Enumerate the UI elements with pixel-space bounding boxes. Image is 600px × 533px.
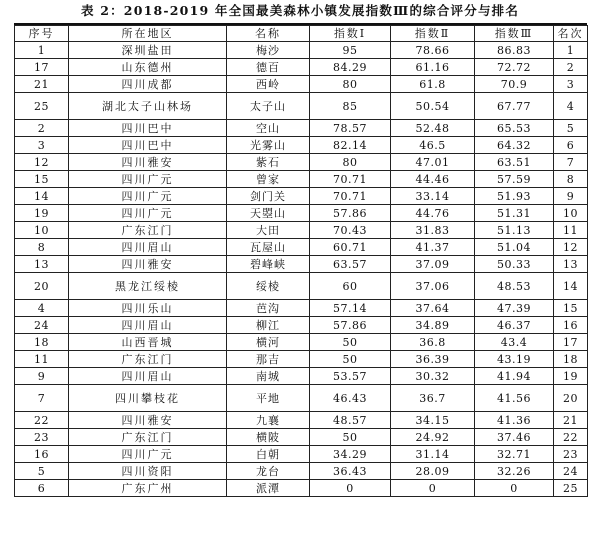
cell-rank: 7 [554, 154, 588, 171]
cell-index-1: 57.86 [310, 205, 391, 222]
cell-index-2: 33.14 [391, 188, 475, 205]
cell-name: 大田 [227, 222, 310, 239]
cell-index-3: 43.19 [475, 351, 554, 368]
cell-rank: 18 [554, 351, 588, 368]
cell-seq: 21 [15, 76, 69, 93]
cell-region: 黑龙江绥棱 [69, 273, 227, 300]
cell-name: 派潭 [227, 480, 310, 497]
cell-name: 剑门关 [227, 188, 310, 205]
cell-name: 平地 [227, 385, 310, 412]
cell-region: 广东广州 [69, 480, 227, 497]
cell-region: 四川巴中 [69, 120, 227, 137]
cell-index-1: 80 [310, 76, 391, 93]
cell-rank: 13 [554, 256, 588, 273]
cell-seq: 17 [15, 59, 69, 76]
cell-index-3: 67.77 [475, 93, 554, 120]
cell-name: 芭沟 [227, 300, 310, 317]
table-row [15, 334, 588, 351]
cell-region: 湖北太子山林场 [69, 93, 227, 120]
table-row [15, 463, 588, 480]
cell-seq: 13 [15, 256, 69, 273]
cell-index-1: 50 [310, 334, 391, 351]
header-region: 所在地区 [69, 26, 227, 42]
table-caption: 表 2：2018-2019 年全国最美森林小镇发展指数Ⅲ的综合评分与排名 [80, 3, 520, 18]
cell-index-1: 0 [310, 480, 391, 497]
cell-region: 四川雅安 [69, 412, 227, 429]
header-rank: 名次 [554, 26, 588, 42]
cell-region: 四川巴中 [69, 137, 227, 154]
cell-index-1: 70.71 [310, 188, 391, 205]
cell-name: 九襄 [227, 412, 310, 429]
cell-index-2: 61.16 [391, 59, 475, 76]
cell-index-2: 37.64 [391, 300, 475, 317]
cell-rank: 1 [554, 42, 588, 59]
cell-index-3: 37.46 [475, 429, 554, 446]
cell-region: 四川广元 [69, 446, 227, 463]
table-row [15, 154, 588, 171]
cell-rank: 2 [554, 59, 588, 76]
cell-index-3: 41.56 [475, 385, 554, 412]
cell-seq: 8 [15, 239, 69, 256]
cell-seq: 11 [15, 351, 69, 368]
cell-index-1: 57.14 [310, 300, 391, 317]
cell-name: 南城 [227, 368, 310, 385]
cell-index-2: 61.8 [391, 76, 475, 93]
cell-rank: 23 [554, 446, 588, 463]
cell-region: 山西晋城 [69, 334, 227, 351]
cell-rank: 9 [554, 188, 588, 205]
cell-name: 太子山 [227, 93, 310, 120]
cell-index-3: 50.33 [475, 256, 554, 273]
cell-name: 西岭 [227, 76, 310, 93]
cell-seq: 19 [15, 205, 69, 222]
cell-index-3: 47.39 [475, 300, 554, 317]
cell-index-2: 36.8 [391, 334, 475, 351]
cell-index-3: 51.93 [475, 188, 554, 205]
cell-index-3: 72.72 [475, 59, 554, 76]
cell-seq: 9 [15, 368, 69, 385]
table-row [15, 239, 588, 256]
cell-index-2: 44.46 [391, 171, 475, 188]
cell-rank: 12 [554, 239, 588, 256]
cell-name: 光雾山 [227, 137, 310, 154]
table-row [15, 222, 588, 239]
header-index-3: 指数Ⅲ [475, 26, 554, 42]
cell-index-1: 80 [310, 154, 391, 171]
cell-rank: 4 [554, 93, 588, 120]
cell-rank: 21 [554, 412, 588, 429]
cell-index-2: 37.06 [391, 273, 475, 300]
cell-seq: 5 [15, 463, 69, 480]
cell-index-2: 44.76 [391, 205, 475, 222]
cell-region: 四川眉山 [69, 368, 227, 385]
cell-rank: 8 [554, 171, 588, 188]
cell-index-2: 0 [391, 480, 475, 497]
cell-index-1: 53.57 [310, 368, 391, 385]
cell-index-1: 48.57 [310, 412, 391, 429]
cell-seq: 15 [15, 171, 69, 188]
table-row [15, 273, 588, 300]
table-row [15, 59, 588, 76]
cell-name: 德百 [227, 59, 310, 76]
cell-region: 四川雅安 [69, 154, 227, 171]
cell-seq: 20 [15, 273, 69, 300]
cell-name: 梅沙 [227, 42, 310, 59]
cell-index-2: 78.66 [391, 42, 475, 59]
table-row [15, 368, 588, 385]
cell-index-1: 60 [310, 273, 391, 300]
cell-rank: 3 [554, 76, 588, 93]
cell-seq: 22 [15, 412, 69, 429]
cell-index-3: 63.51 [475, 154, 554, 171]
cell-index-1: 60.71 [310, 239, 391, 256]
cell-index-2: 36.39 [391, 351, 475, 368]
cell-name: 绥棱 [227, 273, 310, 300]
cell-name: 天曌山 [227, 205, 310, 222]
cell-index-1: 82.14 [310, 137, 391, 154]
cell-seq: 18 [15, 334, 69, 351]
cell-region: 山东德州 [69, 59, 227, 76]
table-row [15, 205, 588, 222]
cell-seq: 7 [15, 385, 69, 412]
cell-seq: 12 [15, 154, 69, 171]
table-row [15, 188, 588, 205]
cell-index-3: 51.13 [475, 222, 554, 239]
cell-index-3: 46.37 [475, 317, 554, 334]
header-name: 名称 [227, 26, 310, 42]
cell-seq: 10 [15, 222, 69, 239]
cell-name: 横河 [227, 334, 310, 351]
table-row [15, 351, 588, 368]
cell-index-1: 70.43 [310, 222, 391, 239]
table-row [15, 137, 588, 154]
cell-name: 横陂 [227, 429, 310, 446]
cell-rank: 16 [554, 317, 588, 334]
cell-seq: 3 [15, 137, 69, 154]
table-row [15, 446, 588, 463]
cell-region: 四川成都 [69, 76, 227, 93]
cell-name: 那吉 [227, 351, 310, 368]
cell-region: 四川雅安 [69, 256, 227, 273]
table-row [15, 480, 588, 497]
cell-index-2: 41.37 [391, 239, 475, 256]
cell-rank: 10 [554, 205, 588, 222]
cell-seq: 23 [15, 429, 69, 446]
cell-name: 瓦屋山 [227, 239, 310, 256]
cell-region: 四川眉山 [69, 239, 227, 256]
cell-rank: 17 [554, 334, 588, 351]
cell-index-1: 50 [310, 351, 391, 368]
cell-index-3: 64.32 [475, 137, 554, 154]
cell-index-1: 95 [310, 42, 391, 59]
cell-rank: 5 [554, 120, 588, 137]
cell-index-3: 65.53 [475, 120, 554, 137]
cell-rank: 22 [554, 429, 588, 446]
cell-index-3: 70.9 [475, 76, 554, 93]
cell-index-1: 70.71 [310, 171, 391, 188]
cell-index-2: 36.7 [391, 385, 475, 412]
cell-name: 白朝 [227, 446, 310, 463]
table-row [15, 300, 588, 317]
cell-region: 深圳盐田 [69, 42, 227, 59]
table-row [15, 256, 588, 273]
cell-seq: 2 [15, 120, 69, 137]
cell-index-3: 86.83 [475, 42, 554, 59]
table-row [15, 429, 588, 446]
cell-seq: 6 [15, 480, 69, 497]
cell-index-3: 57.59 [475, 171, 554, 188]
cell-index-2: 24.92 [391, 429, 475, 446]
cell-seq: 4 [15, 300, 69, 317]
cell-rank: 15 [554, 300, 588, 317]
cell-index-2: 52.48 [391, 120, 475, 137]
table-row [15, 412, 588, 429]
cell-index-3: 32.26 [475, 463, 554, 480]
cell-index-2: 34.89 [391, 317, 475, 334]
cell-rank: 6 [554, 137, 588, 154]
cell-index-3: 43.4 [475, 334, 554, 351]
table-row [15, 171, 588, 188]
cell-region: 广东江门 [69, 429, 227, 446]
cell-index-3: 0 [475, 480, 554, 497]
cell-rank: 20 [554, 385, 588, 412]
cell-index-1: 36.43 [310, 463, 391, 480]
cell-index-3: 32.71 [475, 446, 554, 463]
cell-rank: 24 [554, 463, 588, 480]
cell-index-1: 84.29 [310, 59, 391, 76]
table-row [15, 93, 588, 120]
ranking-table [14, 25, 588, 497]
header-row [15, 26, 588, 42]
table-row [15, 120, 588, 137]
table-row [15, 385, 588, 412]
table-row [15, 42, 588, 59]
cell-region: 四川广元 [69, 171, 227, 188]
cell-index-3: 41.36 [475, 412, 554, 429]
cell-index-1: 34.29 [310, 446, 391, 463]
cell-region: 四川乐山 [69, 300, 227, 317]
cell-name: 柳江 [227, 317, 310, 334]
cell-index-2: 30.32 [391, 368, 475, 385]
cell-rank: 25 [554, 480, 588, 497]
cell-seq: 24 [15, 317, 69, 334]
cell-index-2: 31.83 [391, 222, 475, 239]
cell-region: 广东江门 [69, 222, 227, 239]
cell-index-1: 46.43 [310, 385, 391, 412]
cell-index-2: 37.09 [391, 256, 475, 273]
cell-region: 四川广元 [69, 188, 227, 205]
cell-index-1: 78.57 [310, 120, 391, 137]
cell-index-1: 85 [310, 93, 391, 120]
cell-index-2: 31.14 [391, 446, 475, 463]
header-seq: 序号 [15, 26, 69, 42]
cell-region: 四川攀枝花 [69, 385, 227, 412]
cell-index-3: 48.53 [475, 273, 554, 300]
cell-seq: 1 [15, 42, 69, 59]
header-index-1: 指数Ⅰ [310, 26, 391, 42]
cell-name: 碧峰峡 [227, 256, 310, 273]
cell-index-3: 41.94 [475, 368, 554, 385]
cell-name: 龙台 [227, 463, 310, 480]
cell-index-1: 57.86 [310, 317, 391, 334]
header-index-2: 指数Ⅱ [391, 26, 475, 42]
cell-region: 四川眉山 [69, 317, 227, 334]
cell-seq: 25 [15, 93, 69, 120]
cell-rank: 14 [554, 273, 588, 300]
cell-index-2: 28.09 [391, 463, 475, 480]
cell-seq: 14 [15, 188, 69, 205]
cell-region: 四川广元 [69, 205, 227, 222]
cell-index-3: 51.31 [475, 205, 554, 222]
cell-index-2: 34.15 [391, 412, 475, 429]
cell-rank: 19 [554, 368, 588, 385]
cell-index-3: 51.04 [475, 239, 554, 256]
cell-region: 广东江门 [69, 351, 227, 368]
cell-name: 曾家 [227, 171, 310, 188]
cell-rank: 11 [554, 222, 588, 239]
table-body [15, 42, 588, 497]
table-row [15, 317, 588, 334]
cell-name: 空山 [227, 120, 310, 137]
cell-index-2: 46.5 [391, 137, 475, 154]
cell-name: 紫石 [227, 154, 310, 171]
table-row [15, 76, 588, 93]
cell-index-2: 50.54 [391, 93, 475, 120]
cell-index-2: 47.01 [391, 154, 475, 171]
cell-region: 四川资阳 [69, 463, 227, 480]
cell-seq: 16 [15, 446, 69, 463]
cell-index-1: 50 [310, 429, 391, 446]
cell-index-1: 63.57 [310, 256, 391, 273]
